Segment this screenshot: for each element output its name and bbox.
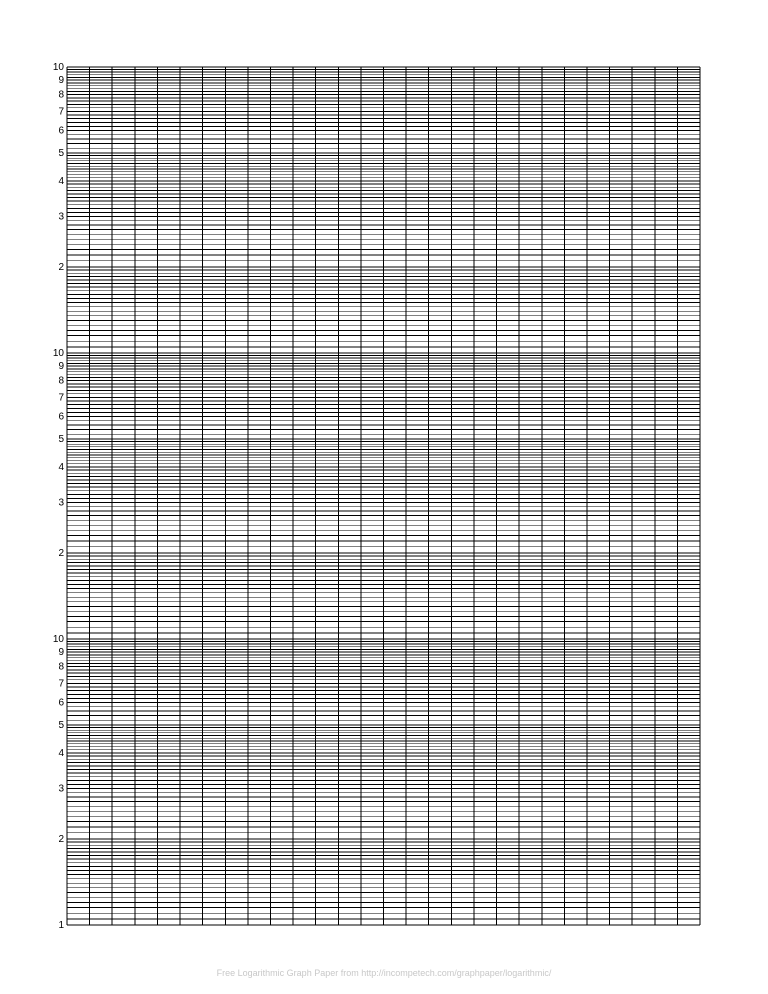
axis-label-10: 10 bbox=[52, 634, 64, 645]
axis-label-5: 5 bbox=[58, 148, 64, 160]
axis-label-7: 7 bbox=[58, 392, 64, 404]
axis-label-10: 10 bbox=[52, 62, 64, 73]
axis-label-9: 9 bbox=[58, 361, 64, 373]
axis-label-8: 8 bbox=[58, 89, 64, 101]
axis-label-6: 6 bbox=[58, 411, 64, 423]
axis-label-2: 2 bbox=[58, 547, 64, 559]
axis-label-3: 3 bbox=[58, 783, 64, 795]
axis-label-9: 9 bbox=[58, 647, 64, 659]
axis-label-10: 10 bbox=[52, 348, 64, 359]
axis-label-7: 7 bbox=[58, 678, 64, 690]
axis-label-4: 4 bbox=[58, 175, 64, 187]
axis-label-4: 4 bbox=[58, 747, 64, 759]
axis-label-3: 3 bbox=[58, 211, 64, 223]
axis-label-8: 8 bbox=[58, 375, 64, 387]
axis-label-6: 6 bbox=[58, 697, 64, 709]
axis-label-5: 5 bbox=[58, 720, 64, 732]
axis-label-7: 7 bbox=[58, 106, 64, 118]
axis-label-1: 1 bbox=[58, 920, 64, 931]
axis-label-8: 8 bbox=[58, 661, 64, 673]
axis-label-6: 6 bbox=[58, 125, 64, 137]
axis-label-5: 5 bbox=[58, 434, 64, 446]
axis-label-2: 2 bbox=[58, 833, 64, 845]
axis-label-2: 2 bbox=[58, 261, 64, 273]
footer-credit: Free Logarithmic Graph Paper from http://incompetech.com/graphpaper/logarithmic/ bbox=[216, 968, 552, 978]
axis-label-4: 4 bbox=[58, 461, 64, 473]
axis-label-3: 3 bbox=[58, 497, 64, 509]
axis-label-9: 9 bbox=[58, 75, 64, 87]
